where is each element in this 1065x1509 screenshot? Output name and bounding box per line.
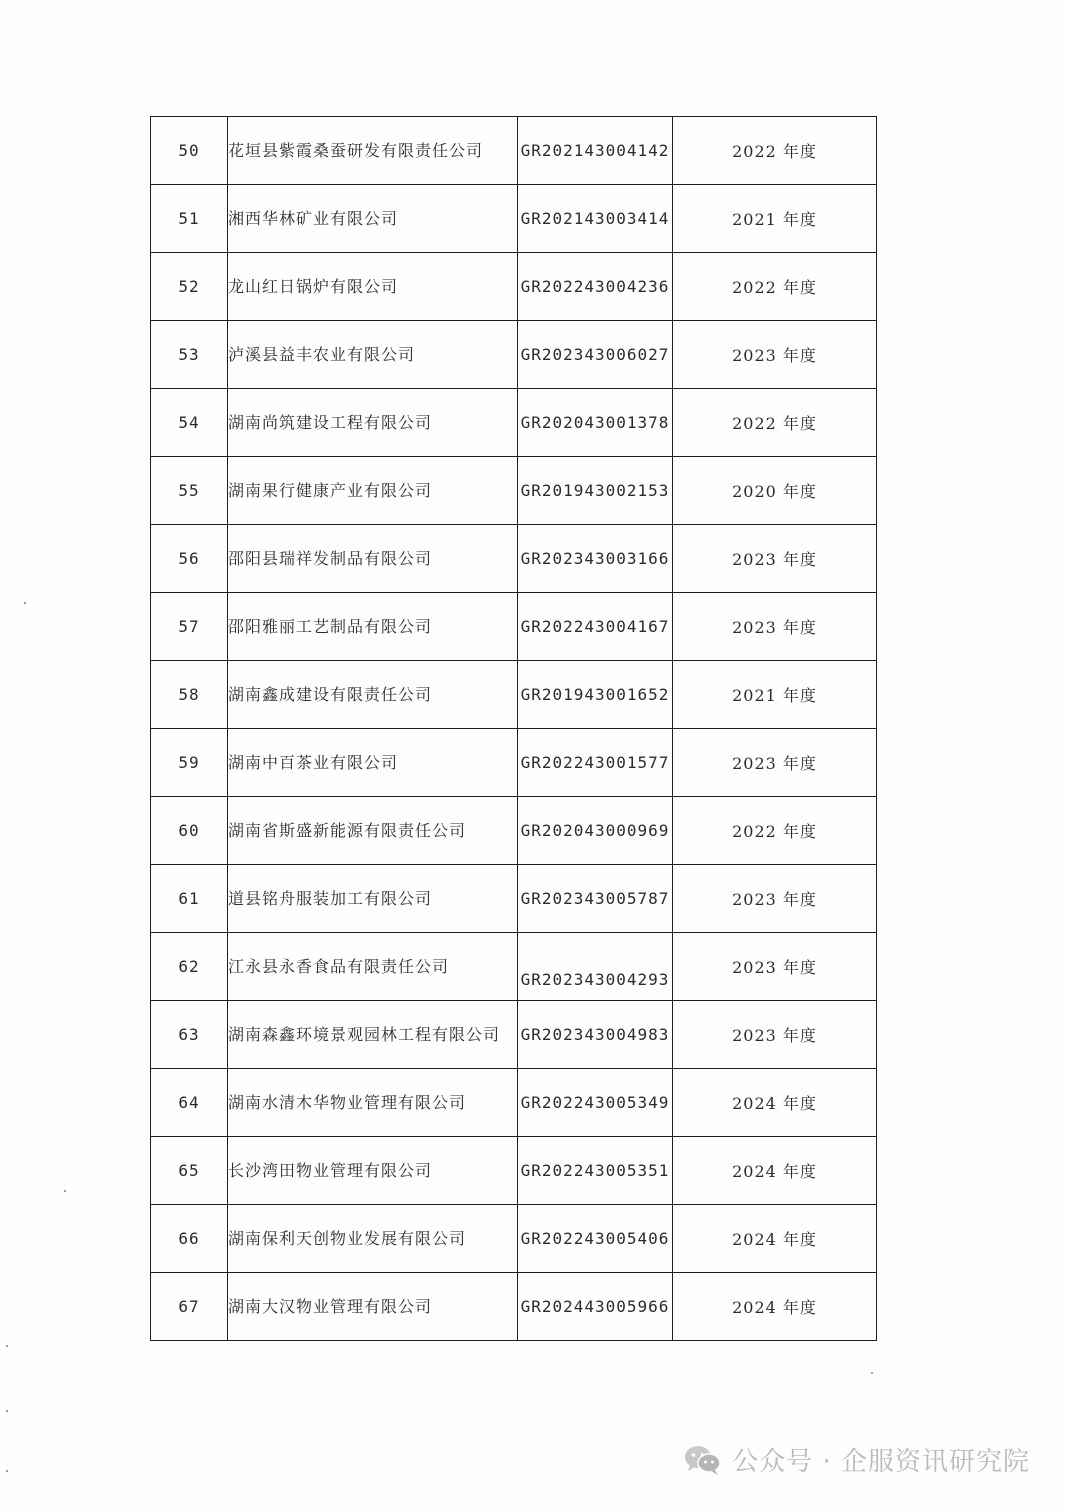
certificate-code-cell [518, 1273, 673, 1341]
row-number-cell [151, 593, 228, 661]
row-number-cell [151, 117, 228, 185]
certificate-code-cell [518, 865, 673, 933]
wechat-bubble-icon [684, 1444, 722, 1476]
certificate-code-cell [518, 117, 673, 185]
row-number-cell-text: 61 [178, 889, 200, 908]
row-number-cell [151, 457, 228, 525]
year-cell [673, 1001, 877, 1069]
table-row [151, 253, 877, 321]
certificate-code-cell-text: GR202243001577 [520, 753, 670, 772]
year-cell-text: 2022 年度 [732, 142, 817, 161]
company-name-cell [228, 1137, 518, 1205]
certificate-code-cell-text: GR202143004142 [520, 141, 670, 160]
company-name-cell-text: 湖南保利天创物业发展有限公司 [228, 1229, 467, 1248]
certificate-code-cell [518, 933, 673, 1001]
year-cell-text: 2021 年度 [732, 210, 817, 229]
row-number-cell-text: 62 [178, 957, 200, 976]
scan-speck [871, 1372, 873, 1374]
company-name-cell [228, 1205, 518, 1273]
table-row [151, 593, 877, 661]
row-number-cell [151, 865, 228, 933]
certificate-code-cell-text: GR202343005787 [520, 889, 670, 908]
year-cell-text: 2023 年度 [732, 958, 817, 977]
company-name-cell-text: 湖南鑫成建设有限责任公司 [228, 685, 433, 704]
company-name-cell-text: 道县铭舟服装加工有限公司 [228, 889, 433, 908]
scan-speck [6, 1410, 8, 1412]
certificate-code-cell-text: GR202043001378 [520, 413, 670, 432]
table-row [151, 389, 877, 457]
company-name-cell-text: 湖南中百茶业有限公司 [228, 753, 399, 772]
company-name-cell [228, 1001, 518, 1069]
company-name-cell-text: 花垣县紫霞桑蚕研发有限责任公司 [228, 141, 484, 160]
certificate-code-cell [518, 321, 673, 389]
certificate-code-cell [518, 1001, 673, 1069]
company-name-cell-text: 邵阳雅丽工艺制品有限公司 [228, 617, 433, 636]
certificate-code-cell-text: GR202243004236 [520, 277, 670, 296]
year-cell [673, 933, 877, 1001]
table-row [151, 457, 877, 525]
certificate-code-cell [518, 729, 673, 797]
certificate-code-cell-text: GR202343004293 [520, 970, 670, 989]
scan-speck [64, 1190, 66, 1192]
year-cell [673, 865, 877, 933]
company-name-cell [228, 1069, 518, 1137]
row-number-cell-text: 57 [178, 617, 200, 636]
certificate-code-cell [518, 1205, 673, 1273]
row-number-cell [151, 661, 228, 729]
year-cell [673, 797, 877, 865]
table-row [151, 1273, 877, 1341]
certificate-code-cell [518, 661, 673, 729]
row-number-cell [151, 525, 228, 593]
row-number-cell-text: 65 [178, 1161, 200, 1180]
company-name-cell-text: 湖南省斯盛新能源有限责任公司 [228, 821, 467, 840]
row-number-cell [151, 389, 228, 457]
table-row [151, 729, 877, 797]
year-cell-text: 2021 年度 [732, 686, 817, 705]
company-name-cell [228, 117, 518, 185]
row-number-cell-text: 64 [178, 1093, 200, 1112]
roster-table-body [151, 117, 877, 1341]
company-name-cell [228, 185, 518, 253]
row-number-cell-text: 53 [178, 345, 200, 364]
row-number-cell-text: 59 [178, 753, 200, 772]
row-number-cell [151, 1137, 228, 1205]
year-cell-text: 2024 年度 [732, 1094, 817, 1113]
company-roster-table [150, 116, 877, 1341]
company-name-cell-text: 江永县永香食品有限责任公司 [228, 957, 450, 976]
company-name-cell-text: 泸溪县益丰农业有限公司 [228, 345, 416, 364]
certificate-code-cell-text: GR202343004983 [520, 1025, 670, 1044]
year-cell [673, 253, 877, 321]
row-number-cell-text: 52 [178, 277, 200, 296]
scan-speck [24, 602, 26, 604]
company-name-cell [228, 1273, 518, 1341]
row-number-cell-text: 56 [178, 549, 200, 568]
wechat-watermark [684, 1441, 1030, 1478]
year-cell [673, 661, 877, 729]
table-row [151, 933, 877, 1001]
year-cell [673, 1273, 877, 1341]
certificate-code-cell [518, 593, 673, 661]
year-cell [673, 457, 877, 525]
company-name-cell-text: 龙山红日锅炉有限公司 [228, 277, 399, 296]
year-cell [673, 1069, 877, 1137]
certificate-code-cell [518, 253, 673, 321]
row-number-cell [151, 729, 228, 797]
company-name-cell-text: 湖南森鑫环境景观园林工程有限公司 [228, 1025, 501, 1044]
table-row [151, 797, 877, 865]
year-cell-text: 2023 年度 [732, 890, 817, 909]
year-cell [673, 185, 877, 253]
row-number-cell [151, 1001, 228, 1069]
year-cell-text: 2022 年度 [732, 822, 817, 841]
year-cell-text: 2020 年度 [732, 482, 817, 501]
watermark-text: 公众号 · 企服资讯研究院 [732, 1447, 1030, 1477]
certificate-code-cell-text: GR202243004167 [520, 617, 670, 636]
year-cell-text: 2023 年度 [732, 754, 817, 773]
company-name-cell [228, 525, 518, 593]
company-name-cell [228, 729, 518, 797]
company-name-cell-text: 湖南大汉物业管理有限公司 [228, 1297, 433, 1316]
row-number-cell-text: 51 [178, 209, 200, 228]
table-row [151, 525, 877, 593]
row-number-cell [151, 1069, 228, 1137]
certificate-code-cell-text: GR202143003414 [520, 209, 670, 228]
year-cell-text: 2022 年度 [732, 278, 817, 297]
company-name-cell-text: 湖南水清木华物业管理有限公司 [228, 1093, 467, 1112]
row-number-cell-text: 60 [178, 821, 200, 840]
certificate-code-cell-text: GR202343006027 [520, 345, 670, 364]
row-number-cell [151, 797, 228, 865]
company-name-cell [228, 661, 518, 729]
row-number-cell-text: 54 [178, 413, 200, 432]
year-cell [673, 389, 877, 457]
table-row [151, 185, 877, 253]
company-name-cell-text: 邵阳县瑞祥发制品有限公司 [228, 549, 433, 568]
certificate-code-cell [518, 185, 673, 253]
year-cell-text: 2023 年度 [732, 1026, 817, 1045]
row-number-cell-text: 66 [178, 1229, 200, 1248]
certificate-code-cell-text: GR202243005349 [520, 1093, 670, 1112]
company-name-cell [228, 253, 518, 321]
company-name-cell [228, 593, 518, 661]
company-name-cell-text: 湖南尚筑建设工程有限公司 [228, 413, 433, 432]
company-name-cell-text: 湘西华林矿业有限公司 [228, 209, 399, 228]
scan-speck [6, 1470, 8, 1472]
certificate-code-cell-text: GR202343003166 [520, 549, 670, 568]
year-cell [673, 321, 877, 389]
company-name-cell [228, 865, 518, 933]
company-name-cell [228, 321, 518, 389]
table-row [151, 1001, 877, 1069]
certificate-code-cell-text: GR201943001652 [520, 685, 670, 704]
company-name-cell [228, 797, 518, 865]
company-name-cell [228, 457, 518, 525]
year-cell-text: 2024 年度 [732, 1230, 817, 1249]
year-cell [673, 593, 877, 661]
year-cell [673, 1205, 877, 1273]
row-number-cell-text: 58 [178, 685, 200, 704]
year-cell-text: 2022 年度 [732, 414, 817, 433]
certificate-code-cell-text: GR201943002153 [520, 481, 670, 500]
row-number-cell-text: 55 [178, 481, 200, 500]
row-number-cell [151, 933, 228, 1001]
company-name-cell-text: 长沙湾田物业管理有限公司 [228, 1161, 433, 1180]
table-row [151, 865, 877, 933]
table-row [151, 1137, 877, 1205]
certificate-code-cell [518, 1137, 673, 1205]
row-number-cell [151, 1273, 228, 1341]
company-name-cell-text: 湖南果行健康产业有限公司 [228, 481, 433, 500]
year-cell-text: 2023 年度 [732, 550, 817, 569]
year-cell-text: 2024 年度 [732, 1298, 817, 1317]
row-number-cell [151, 321, 228, 389]
certificate-code-cell-text: GR202443005966 [520, 1297, 670, 1316]
certificate-code-cell [518, 457, 673, 525]
row-number-cell-text: 67 [178, 1297, 200, 1316]
certificate-code-cell-text: GR202243005351 [520, 1161, 670, 1180]
year-cell [673, 729, 877, 797]
table-row [151, 117, 877, 185]
company-name-cell [228, 389, 518, 457]
table-row [151, 321, 877, 389]
year-cell [673, 1137, 877, 1205]
row-number-cell [151, 253, 228, 321]
certificate-code-cell [518, 389, 673, 457]
row-number-cell [151, 1205, 228, 1273]
certificate-code-cell-text: GR202243005406 [520, 1229, 670, 1248]
certificate-code-cell [518, 1069, 673, 1137]
year-cell-text: 2023 年度 [732, 618, 817, 637]
scan-speck [6, 1345, 8, 1347]
company-name-cell [228, 933, 518, 1001]
table-row [151, 661, 877, 729]
year-cell [673, 117, 877, 185]
certificate-code-cell [518, 525, 673, 593]
row-number-cell-text: 63 [178, 1025, 200, 1044]
row-number-cell [151, 185, 228, 253]
year-cell-text: 2023 年度 [732, 346, 817, 365]
year-cell [673, 525, 877, 593]
row-number-cell-text: 50 [178, 141, 200, 160]
certificate-code-cell-text: GR202043000969 [520, 821, 670, 840]
year-cell-text: 2024 年度 [732, 1162, 817, 1181]
table-row [151, 1205, 877, 1273]
certificate-code-cell [518, 797, 673, 865]
table-row [151, 1069, 877, 1137]
